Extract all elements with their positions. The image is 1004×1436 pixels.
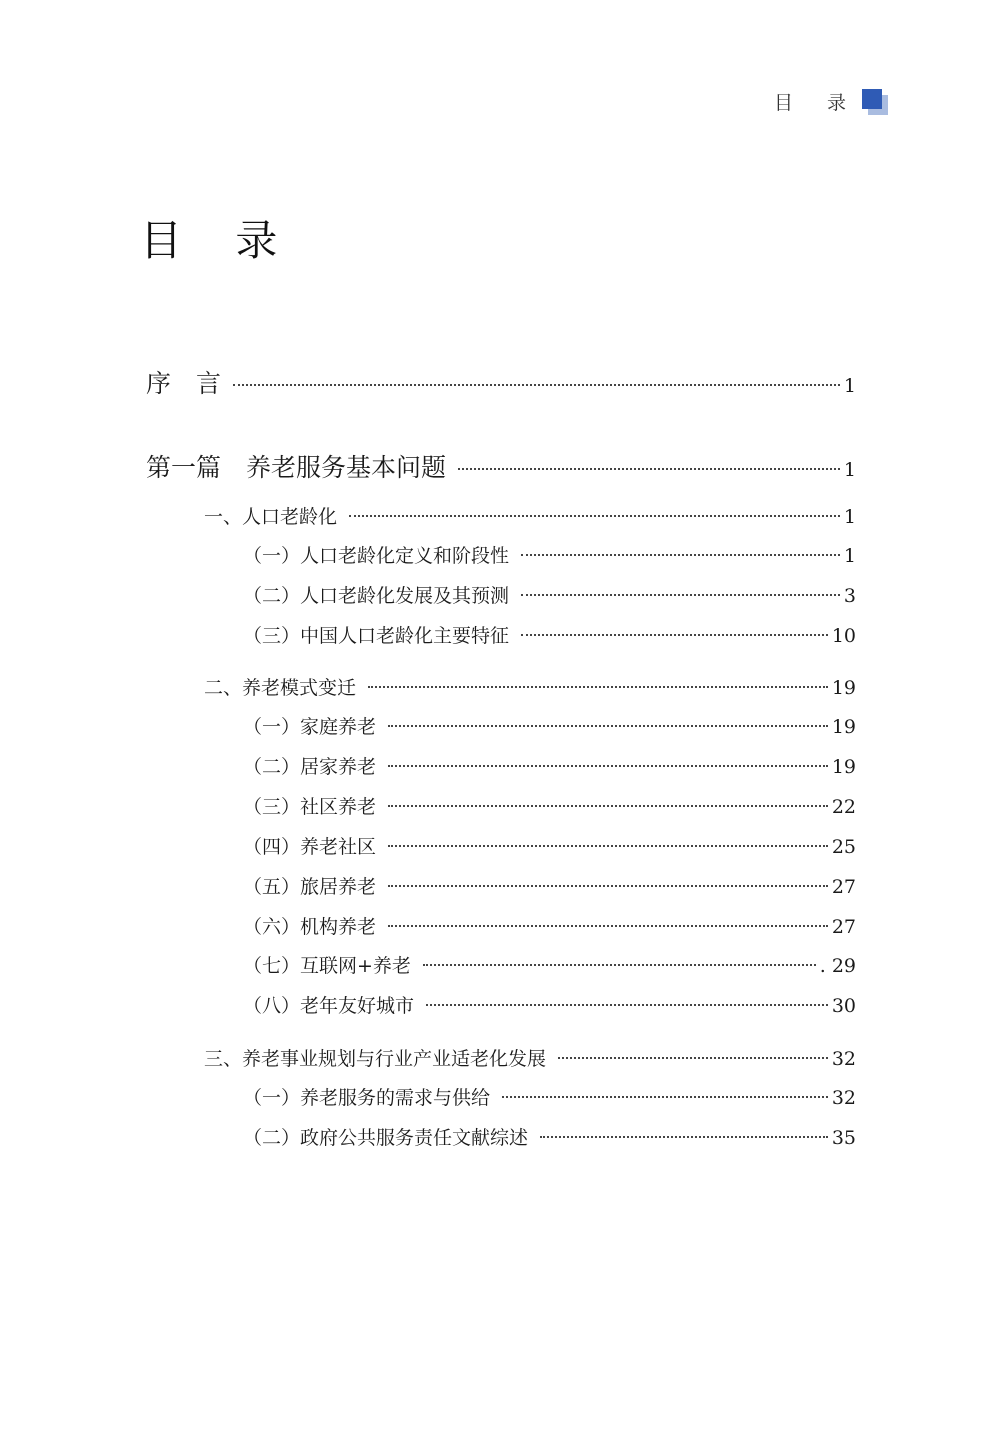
toc-entry-section[interactable] <box>243 912 856 939</box>
toc-entry-section[interactable] <box>243 581 856 608</box>
toc-entry-chapter-3[interactable] <box>204 1044 856 1071</box>
toc-label: （一）人口老龄化定义和阶段性 <box>243 545 510 567</box>
dot-leader <box>388 845 828 847</box>
toc-page-number: 25 <box>831 836 856 858</box>
toc-label: （二）居家养老 <box>243 756 377 778</box>
toc-entry-part-1[interactable] <box>146 448 856 484</box>
dot-leader <box>458 468 840 470</box>
toc-entry-section[interactable] <box>243 1123 856 1150</box>
dot-leader <box>368 686 828 688</box>
toc-entry-section[interactable] <box>243 712 856 739</box>
dot-leader <box>521 634 828 636</box>
toc-label: （八）老年友好城市 <box>243 995 415 1017</box>
toc-page-number: 32 <box>831 1087 856 1109</box>
dot-leader <box>540 1136 828 1138</box>
toc-label: （六）机构养老 <box>243 916 377 938</box>
running-header <box>774 88 888 115</box>
toc-entry-section[interactable] <box>243 792 856 819</box>
toc-page-number: 19 <box>831 716 856 738</box>
toc-label: （一）家庭养老 <box>243 716 377 738</box>
blue-square-icon <box>862 89 888 115</box>
dot-leader <box>521 554 840 556</box>
toc-entry-chapter-1[interactable] <box>204 502 856 529</box>
toc-label: 一、人口老龄化 <box>204 506 338 528</box>
toc-label: 二、养老模式变迁 <box>204 677 357 699</box>
toc-page-number: 10 <box>831 625 856 647</box>
dot-leader <box>558 1057 828 1059</box>
toc-label: 序 言 <box>146 369 222 398</box>
toc-entry-chapter-2[interactable] <box>204 673 856 700</box>
dot-leader <box>388 725 828 727</box>
toc-page-number: 1 <box>843 375 856 397</box>
toc-label: （一）养老服务的需求与供给 <box>243 1087 491 1109</box>
toc-page-number: 27 <box>831 916 856 938</box>
toc-page-number: 1 <box>843 506 856 528</box>
toc-page-number: . 29 <box>819 955 856 977</box>
dot-leader <box>388 805 828 807</box>
toc-page-number: 32 <box>831 1048 856 1070</box>
dot-leader <box>388 925 828 927</box>
toc-label: 第一篇 养老服务基本问题 <box>146 453 447 482</box>
dot-leader <box>349 515 840 517</box>
dot-leader <box>426 1004 828 1006</box>
toc-page-number: 30 <box>831 995 856 1017</box>
toc-entry-section[interactable] <box>243 541 856 568</box>
toc-entry-section[interactable] <box>243 991 856 1018</box>
toc-page-number: 35 <box>831 1127 856 1149</box>
page-title: 目 录 <box>140 216 298 265</box>
toc-page-number: 22 <box>831 796 856 818</box>
toc-entry-section[interactable] <box>243 951 856 978</box>
running-header-title: 目 录 <box>773 92 860 114</box>
toc-label: （二）政府公共服务责任文献综述 <box>243 1127 529 1149</box>
toc-page-number: 1 <box>843 545 856 567</box>
dot-leader <box>233 384 840 386</box>
badge-front-square <box>862 89 882 109</box>
dot-leader <box>423 964 816 966</box>
toc-page-number: 19 <box>831 677 856 699</box>
toc-label: 三、养老事业规划与行业产业适老化发展 <box>204 1048 547 1070</box>
toc-entry-section[interactable] <box>243 1083 856 1110</box>
dot-leader <box>521 594 840 596</box>
toc-page-number: 1 <box>843 459 856 481</box>
toc-page-number: 19 <box>831 756 856 778</box>
toc-label: （三）社区养老 <box>243 796 377 818</box>
dot-leader <box>502 1096 828 1098</box>
toc-entry-section[interactable] <box>243 872 856 899</box>
toc-entry-section[interactable] <box>243 832 856 859</box>
toc-label: （四）养老社区 <box>243 836 377 858</box>
toc-page-number: 27 <box>831 876 856 898</box>
toc-entry-preface[interactable] <box>146 364 856 400</box>
toc-label: （五）旅居养老 <box>243 876 377 898</box>
toc-page-number: 3 <box>843 585 856 607</box>
dot-leader <box>388 765 828 767</box>
toc-label: （三）中国人口老龄化主要特征 <box>243 625 510 647</box>
toc-entry-section[interactable] <box>243 752 856 779</box>
toc-entry-section[interactable] <box>243 621 856 648</box>
toc-label: （二）人口老龄化发展及其预测 <box>243 585 510 607</box>
dot-leader <box>388 885 828 887</box>
toc-label: （七）互联网+养老 <box>243 955 411 977</box>
